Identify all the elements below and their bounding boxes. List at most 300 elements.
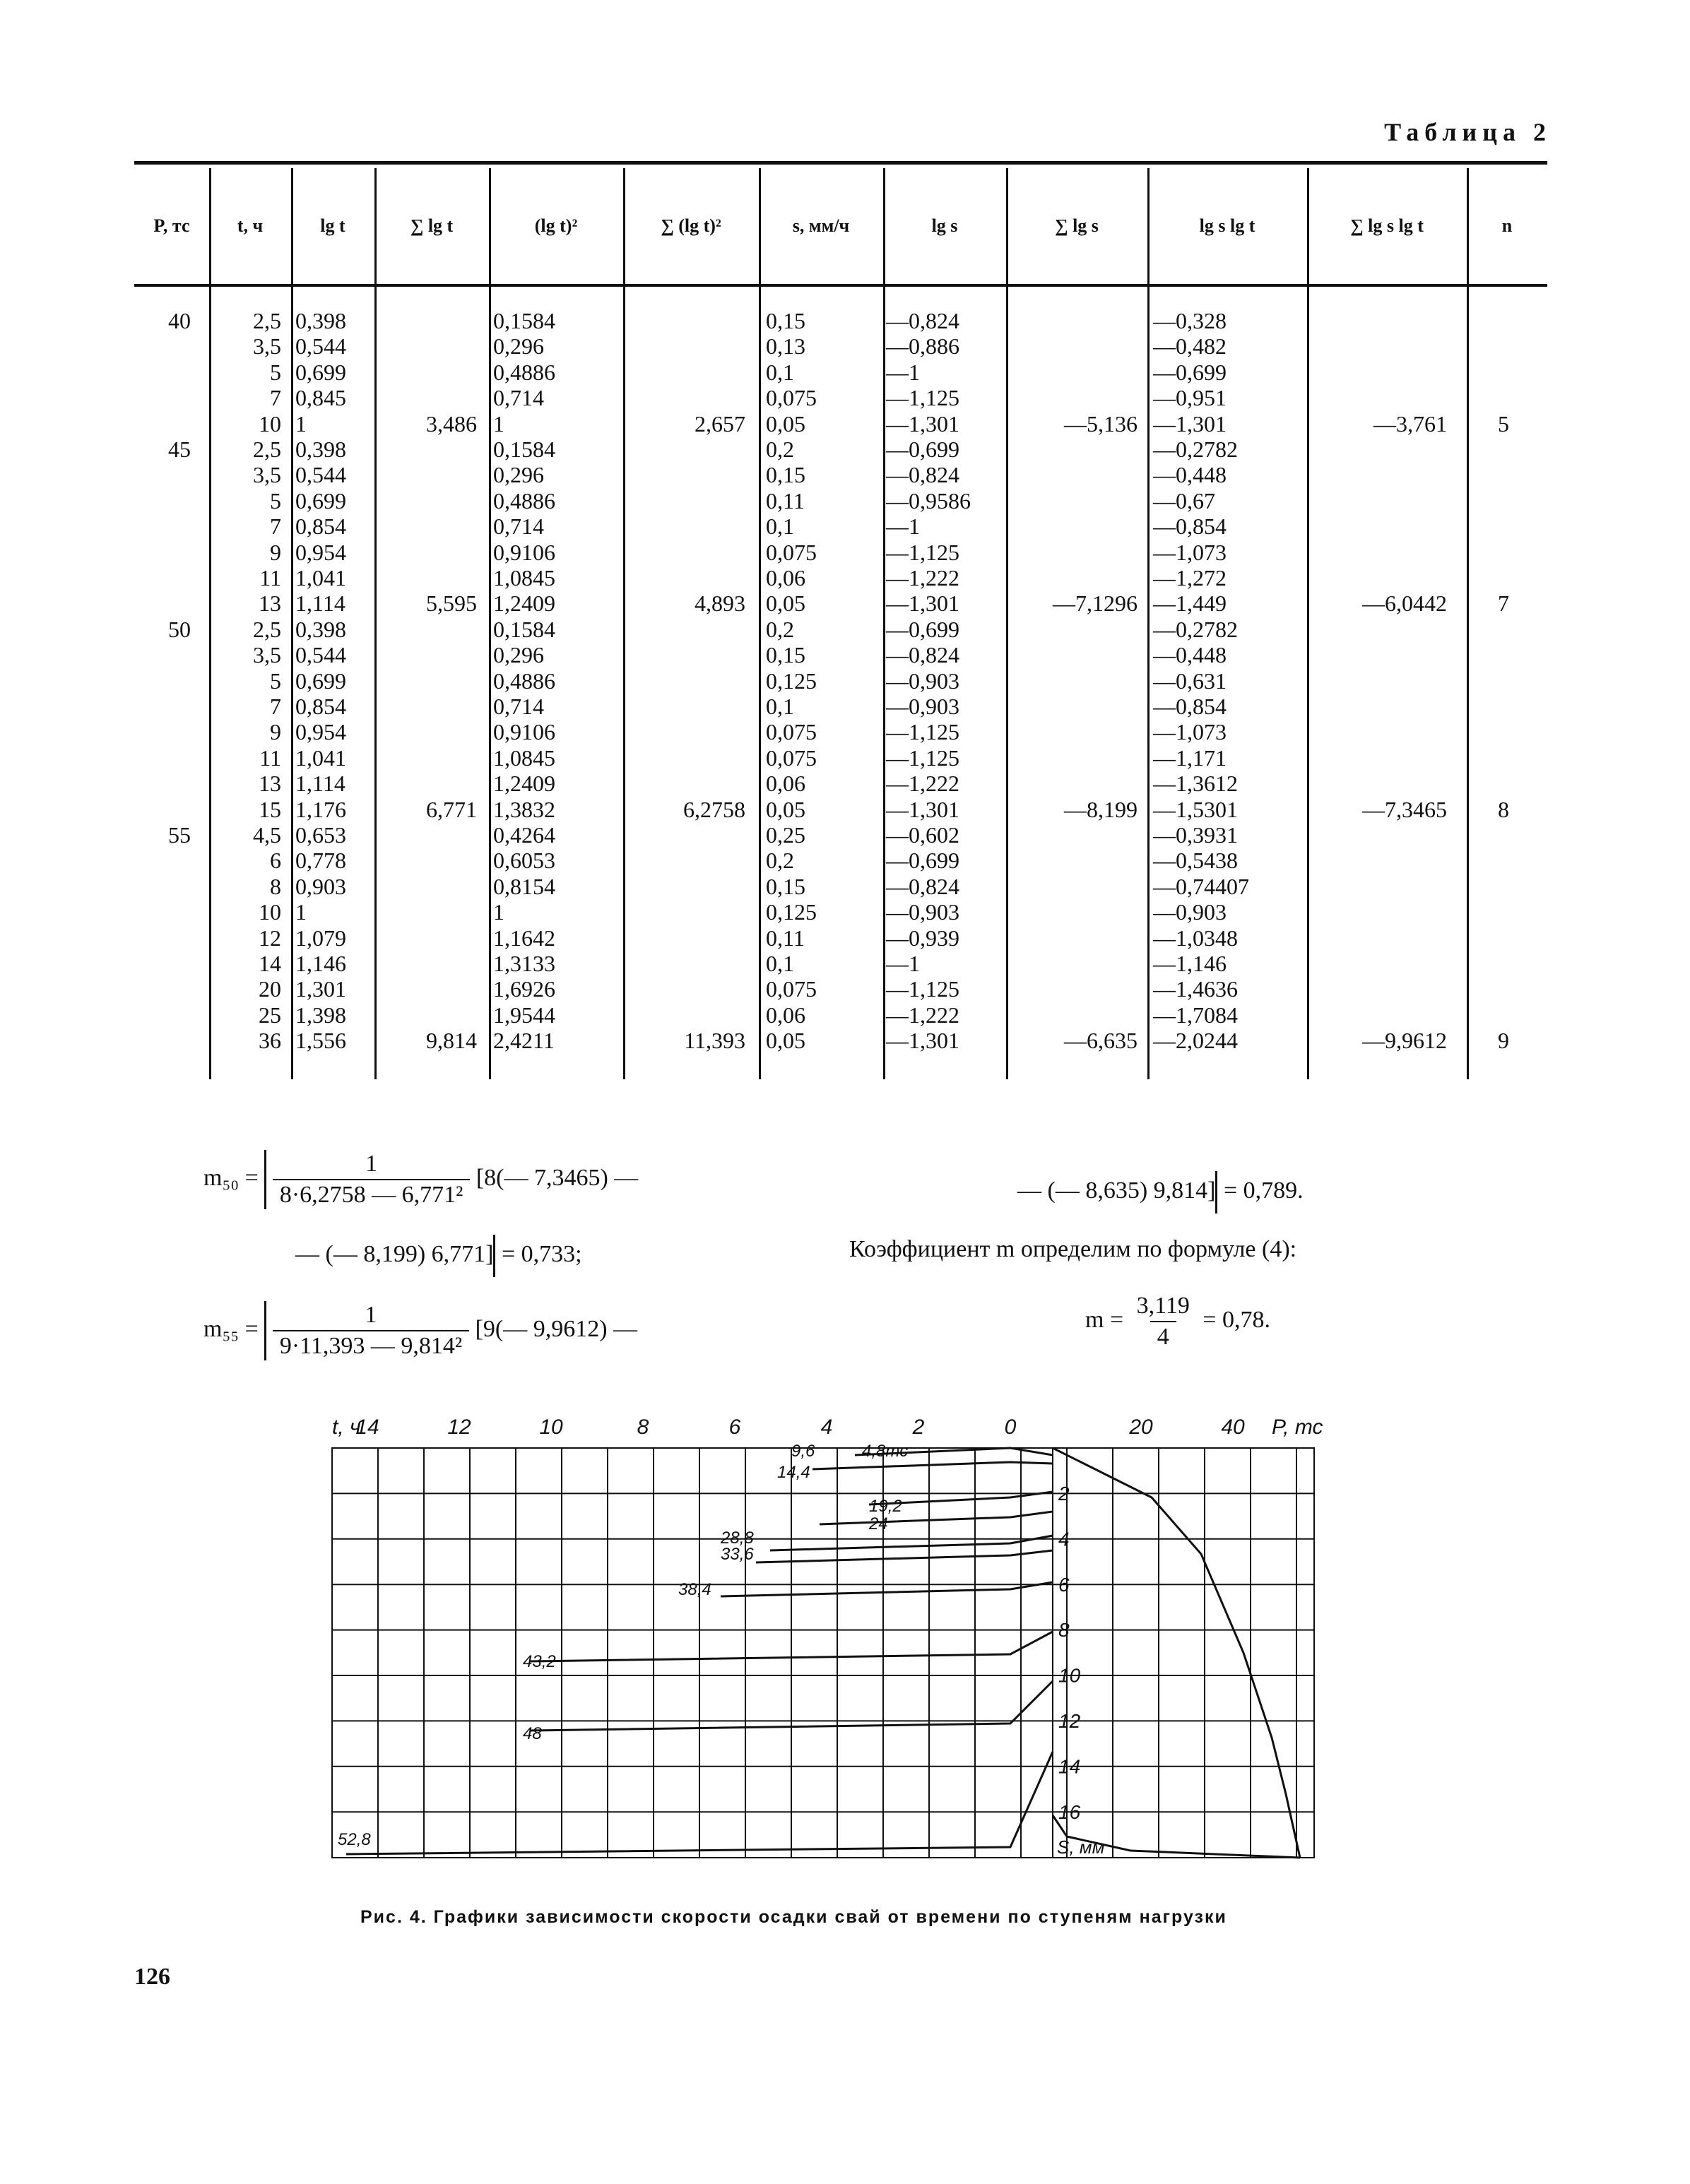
header-lgt: lg t	[320, 215, 345, 237]
page-number: 126	[134, 1964, 170, 1990]
cell-s: 0,05	[766, 590, 805, 617]
cell-s: 0,06	[766, 771, 805, 797]
cell-sum-lgs: —5,136	[1064, 410, 1138, 437]
m50-tail: [8(— 7,3465) —	[475, 1164, 639, 1191]
cell-lgt2: 1,9544	[493, 1002, 555, 1028]
table-row	[134, 333, 1547, 359]
cell-lgt: 1,146	[295, 951, 346, 976]
m55-result: = 0,789.	[1223, 1177, 1304, 1204]
cell-t: 12	[259, 925, 281, 951]
table-row	[134, 771, 1547, 796]
cell-lgt: 0,544	[295, 642, 346, 668]
cell-t: 10	[259, 410, 281, 437]
cell-lgt: 0,398	[295, 437, 346, 462]
cell-t: 25	[259, 1002, 281, 1028]
curve-label: 48	[523, 1724, 542, 1743]
table-row	[134, 308, 1547, 333]
cell-lgs: —0,824	[886, 308, 959, 333]
cell-t: 13	[259, 590, 281, 617]
cell-s: 0,1	[766, 951, 794, 976]
tick-label-t: 8	[637, 1416, 649, 1439]
cell-lgs: —1,125	[886, 976, 959, 1002]
cell-p: 55	[168, 822, 191, 848]
formula-m55	[203, 1301, 637, 1360]
table-row	[134, 360, 1547, 385]
abs-bar	[264, 1301, 266, 1360]
header-sum-lgt-sq: ∑ (lg t)²	[661, 215, 721, 237]
tick-label-t: 6	[728, 1416, 741, 1439]
rate-curve	[756, 1550, 1053, 1562]
cell-t: 6	[270, 848, 281, 874]
header-sum-lgs: ∑ lg s	[1055, 215, 1099, 237]
cell-s: 0,15	[766, 873, 805, 899]
cell-lgslgt: —0,482	[1153, 333, 1227, 360]
header-p: P, тс	[153, 215, 190, 237]
table-row	[134, 848, 1547, 873]
table-top-rule	[134, 161, 1547, 165]
cell-sum-lgslgt: —3,761	[1373, 410, 1447, 437]
cell-sum-lgt: 9,814	[426, 1028, 477, 1054]
cell-lgt2: 1	[493, 410, 504, 437]
tick-label-s: 6	[1058, 1573, 1070, 1596]
cell-s: 0,15	[766, 308, 805, 333]
tick-label-t: 0	[1004, 1416, 1017, 1439]
chart-grid	[332, 1448, 1314, 1858]
cell-lgt2: 0,4886	[493, 667, 555, 694]
tick-label-t: 2	[912, 1416, 925, 1439]
cell-lgt2: 1,3832	[493, 796, 555, 822]
rate-curve	[812, 1462, 1053, 1469]
header-lgs: lg s	[931, 215, 958, 237]
m-result: = 0,78.	[1202, 1306, 1271, 1333]
cell-lgt: 0,954	[295, 539, 346, 565]
table-header-rule	[134, 284, 1547, 287]
curve-label: 52,8	[338, 1830, 371, 1849]
table-row	[134, 540, 1547, 565]
cell-lgt: 1	[295, 899, 307, 925]
cell-lgslgt: —1,073	[1153, 719, 1227, 745]
cell-lgslgt: —1,3612	[1153, 771, 1238, 797]
cell-lgslgt: —0,2782	[1153, 437, 1238, 462]
cell-sum-lgs: —6,635	[1064, 1028, 1138, 1054]
cell-s: 0,15	[766, 642, 805, 668]
cell-lgt2: 0,296	[493, 333, 544, 360]
axis-label-p: P, тс	[1272, 1416, 1323, 1439]
cell-lgs: —1,125	[886, 719, 959, 745]
cell-lgslgt: —0,854	[1153, 694, 1227, 719]
table-row	[134, 694, 1547, 719]
cell-sum-lgslgt: —7,3465	[1362, 796, 1447, 822]
cell-lgs: —0,699	[886, 616, 959, 642]
cell-lgslgt: —0,951	[1153, 385, 1227, 411]
cell-t: 9	[270, 539, 281, 565]
m55-num: 1	[365, 1302, 377, 1328]
table-row	[134, 385, 1547, 410]
cell-lgs: —1,222	[886, 771, 959, 797]
cell-s: 0,05	[766, 1028, 805, 1054]
cell-lgs: —1,125	[886, 539, 959, 565]
curve-label: 19,2	[869, 1497, 902, 1516]
header-sum-lgs-lgt: ∑ lg s lg t	[1350, 215, 1424, 237]
cell-lgt: 1,079	[295, 925, 346, 951]
cell-lgt2: 0,296	[493, 462, 544, 488]
cell-lgs: —0,824	[886, 642, 959, 668]
cell-t: 8	[270, 873, 281, 899]
cell-lgt: 0,778	[295, 848, 346, 874]
cell-lgs: —0,699	[886, 437, 959, 462]
cell-n: 9	[1498, 1028, 1509, 1054]
cell-sum-lgt: 6,771	[426, 796, 477, 822]
table-row	[134, 488, 1547, 514]
cell-lgslgt: —0,854	[1153, 514, 1227, 540]
m55-line2: — (— 8,635) 9,814]	[1017, 1177, 1216, 1204]
cell-lgslgt: —0,67	[1153, 487, 1215, 514]
cell-lgs: —1	[886, 359, 920, 385]
cell-lgt: 1,114	[295, 771, 345, 797]
formula-m55-line2	[1017, 1171, 1304, 1213]
m50-num: 1	[365, 1151, 378, 1177]
cell-lgt2: 1,1642	[493, 925, 555, 951]
cell-lgt: 1,301	[295, 976, 346, 1002]
tick-label-t: 10	[539, 1416, 563, 1439]
cell-lgslgt: —0,903	[1153, 899, 1227, 925]
cell-n: 7	[1498, 590, 1509, 617]
cell-t: 20	[259, 976, 281, 1002]
cell-lgs: —1,301	[886, 410, 959, 437]
cell-lgs: —1	[886, 514, 920, 540]
tick-label-s: 12	[1058, 1710, 1081, 1732]
cell-t: 13	[259, 771, 281, 797]
cell-sum-lgt: 5,595	[426, 590, 477, 617]
cell-lgt2: 1,6926	[493, 976, 555, 1002]
cell-lgt2: 0,8154	[493, 873, 555, 899]
m50-result: = 0,733;	[501, 1240, 582, 1267]
cell-lgt2: 0,6053	[493, 848, 555, 874]
curve-label: 43,2	[523, 1652, 556, 1671]
cell-s: 0,125	[766, 667, 817, 694]
cell-t: 2,5	[253, 437, 281, 462]
cell-lgt: 0,699	[295, 667, 346, 694]
cell-lgt2: 2,4211	[493, 1028, 555, 1054]
axis-label-s: S, мм	[1057, 1836, 1105, 1858]
cell-p: 50	[168, 616, 191, 642]
cell-t: 2,5	[253, 308, 281, 333]
cell-lgslgt: —0,448	[1153, 462, 1227, 488]
table-row	[134, 565, 1547, 590]
cell-lgslgt: —1,0348	[1153, 925, 1238, 951]
cell-s: 0,25	[766, 822, 805, 848]
cell-p: 40	[168, 308, 191, 333]
cell-s: 0,2	[766, 848, 794, 874]
cell-lgt: 1,041	[295, 744, 346, 771]
curve-label: 14,4	[777, 1463, 810, 1482]
m55-den: 9·11,393 — 9,814²	[273, 1330, 469, 1360]
tick-label-p: 20	[1129, 1416, 1153, 1439]
cell-lgt2: 0,4886	[493, 487, 555, 514]
table-row	[134, 437, 1547, 462]
table-row	[134, 976, 1547, 1002]
m-den: 4	[1150, 1321, 1176, 1351]
cell-lgs: —1,222	[886, 565, 959, 590]
cell-t: 3,5	[253, 333, 281, 360]
tick-label-t: 12	[447, 1416, 471, 1439]
cell-sum-lgs: —8,199	[1064, 796, 1138, 822]
cell-lgt: 1,398	[295, 1002, 346, 1028]
cell-sum-lgslgt: —9,9612	[1362, 1028, 1447, 1054]
tick-label-s: 2	[1058, 1483, 1070, 1505]
cell-lgslgt: —1,449	[1153, 590, 1227, 617]
cell-sum-lgt2: 6,2758	[683, 796, 745, 822]
table-row	[134, 411, 1547, 437]
cell-lgt2: 1,0845	[493, 744, 555, 771]
cell-lgt: 1,114	[295, 590, 345, 617]
cell-lgs: —1,301	[886, 590, 959, 617]
cell-t: 5	[270, 667, 281, 694]
cell-lgslgt: —0,5438	[1153, 848, 1238, 874]
curve-label: 9,6	[791, 1442, 815, 1461]
cell-lgs: —0,699	[886, 848, 959, 874]
cell-lgt: 1	[295, 410, 307, 437]
cell-s: 0,2	[766, 616, 794, 642]
cell-t: 3,5	[253, 462, 281, 488]
grid-frame	[332, 1448, 1314, 1858]
abs-bar	[1215, 1171, 1217, 1213]
table-row	[134, 514, 1547, 539]
cell-lgt: 0,398	[295, 616, 346, 642]
cell-lgt2: 0,1584	[493, 308, 555, 333]
cell-lgt: 0,903	[295, 873, 346, 899]
m-fraction	[1130, 1293, 1197, 1351]
cell-sum-lgt2: 11,393	[684, 1028, 745, 1054]
table-row	[134, 925, 1547, 951]
cell-lgs: —0,903	[886, 667, 959, 694]
cell-lgs: —0,824	[886, 873, 959, 899]
cell-t: 4,5	[253, 822, 281, 848]
table-row	[134, 797, 1547, 822]
table-row	[134, 899, 1547, 925]
cell-s: 0,075	[766, 719, 817, 745]
cell-lgs: —1,125	[886, 385, 959, 411]
cell-lgt: 0,954	[295, 719, 346, 745]
formula-m50	[203, 1150, 638, 1209]
m50-den: 8·6,2758 — 6,771²	[273, 1179, 471, 1209]
settlement-rate-chart	[318, 1399, 1378, 1865]
cell-s: 0,15	[766, 462, 805, 488]
coef-text: Коэффициент m определим по формуле (4):	[849, 1236, 1297, 1262]
cell-lgslgt: —0,2782	[1153, 616, 1238, 642]
tick-label-s: 14	[1058, 1755, 1081, 1778]
cell-lgslgt: —2,0244	[1153, 1028, 1238, 1054]
m50-lhs: m₅₀ =	[203, 1164, 259, 1191]
abs-bar	[493, 1235, 495, 1277]
abs-bar	[264, 1150, 266, 1209]
table-row	[134, 617, 1547, 642]
cell-lgt2: 1,2409	[493, 771, 555, 797]
formula-m	[1085, 1293, 1270, 1351]
cell-p: 45	[168, 437, 191, 462]
cell-lgslgt: —1,4636	[1153, 976, 1238, 1002]
cell-t: 14	[259, 951, 281, 976]
cell-sum-lgt2: 4,893	[695, 590, 745, 617]
cell-s: 0,075	[766, 385, 817, 411]
cell-lgs: —0,824	[886, 462, 959, 488]
cell-lgt2: 0,9106	[493, 719, 555, 745]
cell-lgs: —1,301	[886, 1028, 959, 1054]
cell-lgs: —0,886	[886, 333, 959, 360]
cell-t: 2,5	[253, 616, 281, 642]
m55-fraction	[273, 1302, 469, 1360]
cell-t: 7	[270, 385, 281, 411]
cell-lgslgt: —0,631	[1153, 667, 1227, 694]
header-n: n	[1501, 215, 1513, 237]
cell-lgt: 0,544	[295, 333, 346, 360]
cell-t: 7	[270, 694, 281, 719]
table-row	[134, 1002, 1547, 1028]
cell-lgs: —1,301	[886, 796, 959, 822]
header-t: t, ч	[237, 215, 264, 237]
header-s: s, мм/ч	[792, 215, 850, 237]
cell-lgt2: 0,296	[493, 642, 544, 668]
tick-label-s: 16	[1058, 1800, 1081, 1823]
table-row	[134, 1028, 1547, 1053]
m-lhs: m =	[1085, 1306, 1124, 1333]
cell-n: 5	[1498, 410, 1509, 437]
curve-label: 28,8	[721, 1529, 754, 1548]
tick-label-s: 4	[1058, 1528, 1070, 1550]
cell-s: 0,1	[766, 514, 794, 540]
cell-lgt2: 0,1584	[493, 616, 555, 642]
figure-caption: Рис. 4. Графики зависимости скорости осадки свай от времени по ступеням нагрузки	[360, 1907, 1227, 1927]
cell-lgs: —0,939	[886, 925, 959, 951]
table-row	[134, 951, 1547, 976]
cell-sum-lgt2: 2,657	[695, 410, 745, 437]
chart-tick-labels	[332, 1416, 1323, 1858]
cell-lgslgt: —1,7084	[1153, 1002, 1238, 1028]
cell-lgt: 0,398	[295, 308, 346, 333]
cell-lgt: 1,176	[295, 796, 346, 822]
tick-label-p: 40	[1221, 1416, 1245, 1439]
cell-t: 11	[259, 744, 281, 771]
table-row	[134, 822, 1547, 848]
cell-lgs: —0,903	[886, 694, 959, 719]
cell-s: 0,125	[766, 899, 817, 925]
header-sum-lgt: ∑ lg t	[410, 215, 454, 237]
cell-s: 0,06	[766, 1002, 805, 1028]
m55-lhs: m₅₅ =	[203, 1315, 259, 1342]
m50-fraction	[273, 1151, 471, 1209]
cell-sum-lgslgt: —6,0442	[1362, 590, 1447, 617]
cell-s: 0,075	[766, 976, 817, 1002]
cell-s: 0,1	[766, 694, 794, 719]
cell-lgt2: 0,714	[493, 514, 544, 540]
cell-lgslgt: —1,5301	[1153, 796, 1238, 822]
cell-lgs: —1	[886, 951, 920, 976]
table-caption: Таблица 2	[1384, 118, 1552, 146]
cell-lgt2: 0,714	[493, 385, 544, 411]
cell-lgslgt: —0,699	[1153, 359, 1227, 385]
cell-s: 0,075	[766, 539, 817, 565]
header-lgt-sq: (lg t)²	[534, 215, 578, 237]
cell-sum-lgs: —7,1296	[1053, 590, 1138, 617]
cell-s: 0,11	[766, 487, 805, 514]
m50-line2: — (— 8,199) 6,771]	[295, 1240, 494, 1267]
cell-t: 10	[259, 899, 281, 925]
table-row	[134, 590, 1547, 616]
cell-s: 0,05	[766, 796, 805, 822]
cell-lgt: 1,556	[295, 1028, 346, 1054]
m-num: 3,119	[1136, 1293, 1190, 1319]
cell-lgt2: 1,0845	[493, 565, 555, 590]
table-row	[134, 874, 1547, 899]
cell-lgslgt: —0,448	[1153, 642, 1227, 668]
cell-lgslgt: —0,74407	[1153, 873, 1249, 899]
cell-lgs: —0,602	[886, 822, 959, 848]
cell-lgs: —1,222	[886, 1002, 959, 1028]
cell-lgslgt: —1,146	[1153, 951, 1227, 976]
cell-s: 0,1	[766, 359, 794, 385]
curve-label: 33,6	[721, 1545, 754, 1564]
cell-t: 11	[259, 565, 281, 590]
cell-t: 3,5	[253, 642, 281, 668]
cell-lgt2: 0,1584	[493, 437, 555, 462]
curve-label: 4,8тс	[862, 1442, 909, 1461]
cell-lgt: 0,854	[295, 514, 346, 540]
cell-t: 7	[270, 514, 281, 540]
axis-label-t: t, ч	[332, 1416, 361, 1439]
cell-s: 0,13	[766, 333, 805, 360]
tick-label-t: 4	[820, 1416, 833, 1439]
cell-lgt2: 0,714	[493, 694, 544, 719]
table-row	[134, 719, 1547, 744]
rate-curve	[770, 1536, 1053, 1550]
cell-s: 0,05	[766, 410, 805, 437]
table-row	[134, 668, 1547, 694]
cell-s: 0,2	[766, 437, 794, 462]
load-settlement-curve	[1053, 1448, 1300, 1858]
cell-lgt2: 0,9106	[493, 539, 555, 565]
cell-lgt2: 1,3133	[493, 951, 555, 976]
cell-lgt2: 1	[493, 899, 504, 925]
cell-lgslgt: —1,073	[1153, 539, 1227, 565]
cell-sum-lgt: 3,486	[426, 410, 477, 437]
cell-lgt: 0,699	[295, 359, 346, 385]
cell-lgslgt: —0,3931	[1153, 822, 1238, 848]
tick-label-s: 10	[1058, 1664, 1081, 1687]
cell-lgt2: 0,4886	[493, 359, 555, 385]
cell-lgt: 0,854	[295, 694, 346, 719]
curve-label: 38,4	[678, 1580, 711, 1599]
cell-lgt: 0,653	[295, 822, 346, 848]
cell-lgs: —0,903	[886, 899, 959, 925]
table-row	[134, 462, 1547, 487]
table-row	[134, 745, 1547, 771]
tick-label-t: 14	[355, 1416, 379, 1439]
cell-lgs: —0,9586	[886, 487, 971, 514]
formula-m50-line2	[295, 1235, 582, 1277]
cell-lgslgt: —1,301	[1153, 410, 1227, 437]
cell-lgt2: 0,4264	[493, 822, 555, 848]
cell-lgt: 0,845	[295, 385, 346, 411]
table-row	[134, 642, 1547, 667]
cell-lgt2: 1,2409	[493, 590, 555, 617]
cell-lgslgt: —1,272	[1153, 565, 1227, 590]
rate-curve	[820, 1512, 1053, 1524]
cell-t: 5	[270, 487, 281, 514]
m55-tail: [9(— 9,9612) —	[475, 1315, 638, 1342]
header-lgs-lgt: lg s lg t	[1199, 215, 1255, 237]
cell-s: 0,075	[766, 744, 817, 771]
cell-t: 5	[270, 359, 281, 385]
